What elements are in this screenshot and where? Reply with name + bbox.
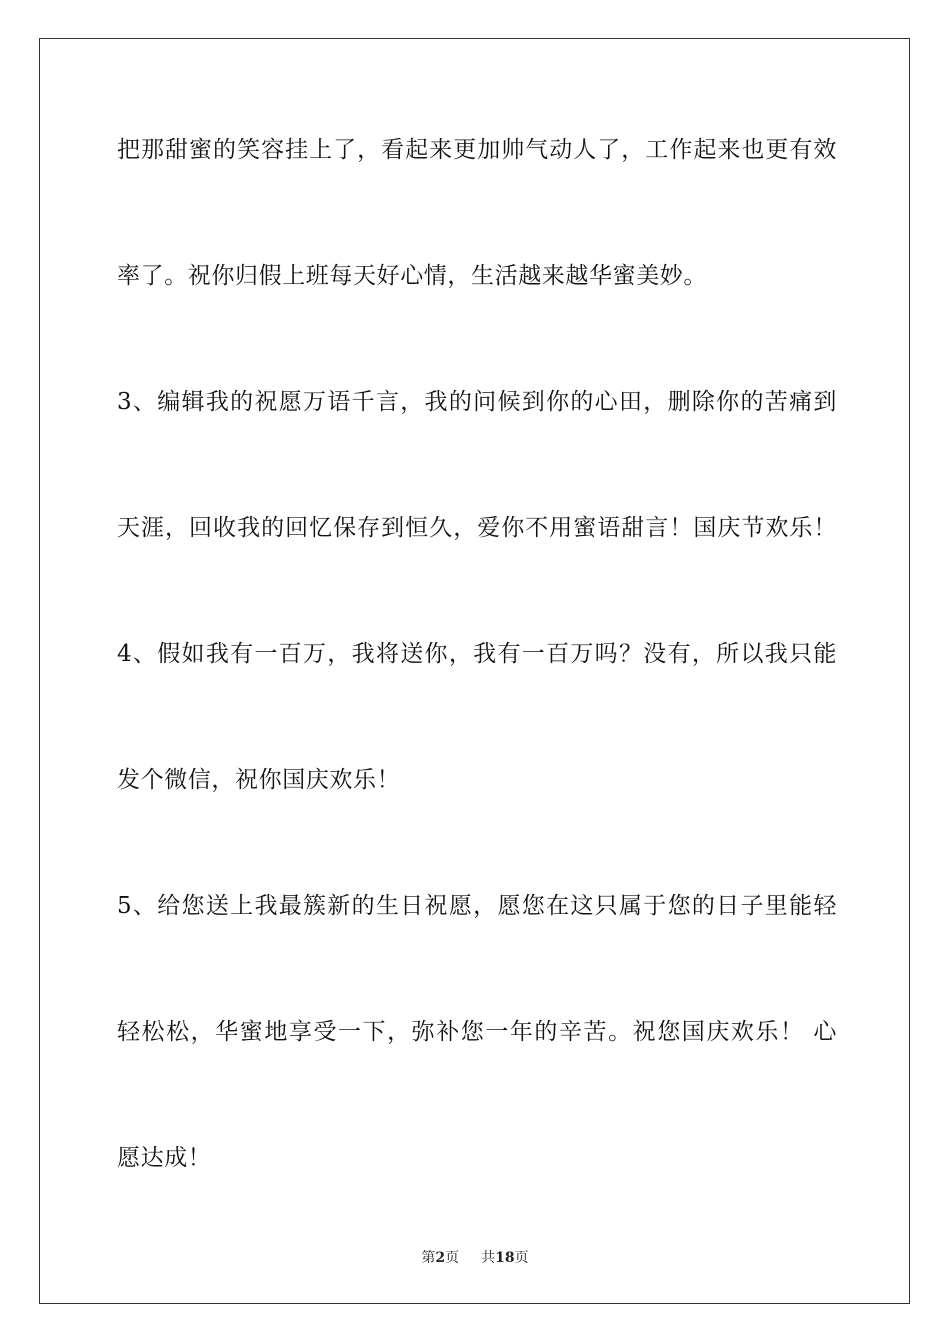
- page-footer: [0, 1247, 950, 1267]
- page-number: 2: [435, 1250, 446, 1266]
- text-line-8: 轻松松，华蜜地享受一下，弥补您一年的辛苦。祝您国庆欢乐！ 心: [117, 1019, 837, 1045]
- text-line-6: 发个微信，祝你国庆欢乐！: [117, 767, 401, 793]
- document-body: [117, 128, 837, 1180]
- page-suffix: 页: [445, 1250, 460, 1266]
- text-line-9: 愿达成！: [117, 1145, 212, 1171]
- text-line-4: 天涯，回收我的回忆保存到恒久，爱你不用蜜语甜言！国庆节欢乐！: [117, 515, 837, 541]
- text-line-3: 3、编辑我的祝愿万语千言，我的问候到你的心田，删除你的苦痛到: [117, 389, 837, 415]
- total-pages: 18: [495, 1250, 515, 1266]
- text-line-5: 4、假如我有一百万，我将送你，我有一百万吗？没有，所以我只能: [117, 641, 837, 667]
- total-suffix: 页: [514, 1250, 529, 1266]
- text-line-1: 把那甜蜜的笑容挂上了，看起来更加帅气动人了，工作起来也更有效: [117, 137, 837, 163]
- text-line-2: 率了。祝你归假上班每天好心情，生活越来越华蜜美妙。: [117, 263, 707, 289]
- page-prefix: 第: [421, 1250, 436, 1266]
- total-prefix: 共: [481, 1250, 496, 1266]
- text-line-7: 5、给您送上我最簇新的生日祝愿，愿您在这只属于您的日子里能轻: [117, 893, 837, 919]
